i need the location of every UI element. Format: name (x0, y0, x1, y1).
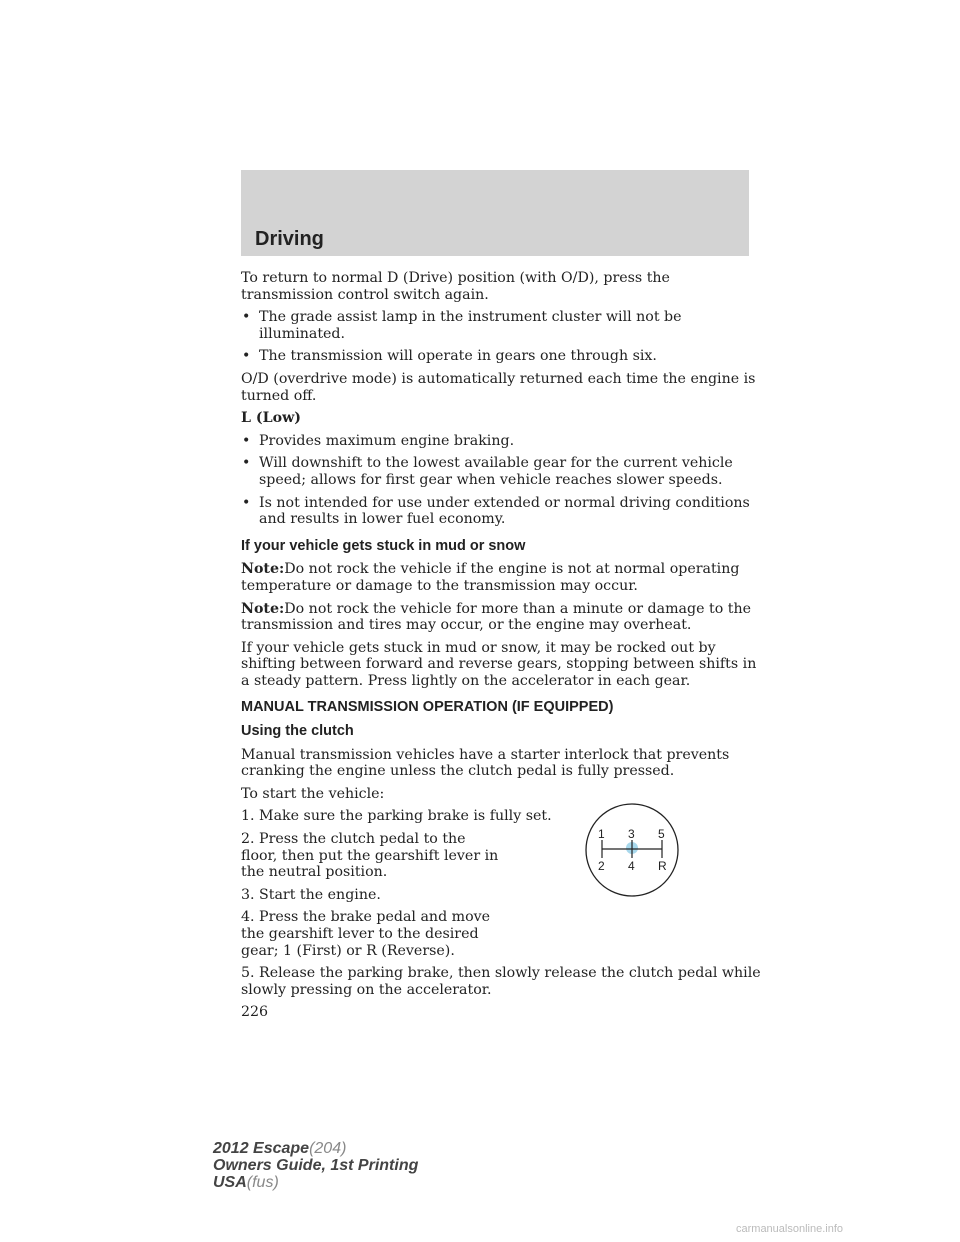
gear-label-2: 2 (598, 859, 605, 873)
bullet-text: Is not intended for use under extended or normal driving conditions and results in lower fuel economy. (259, 494, 750, 528)
gear-label-3: 3 (628, 827, 635, 841)
low-heading: L (Low) (241, 410, 301, 427)
bullet-icon: • (242, 348, 251, 365)
gear-label-5: 5 (658, 827, 665, 841)
step-3: 3. Start the engine. (241, 886, 381, 903)
note-text: Do not rock the vehicle if the engine is not at normal operating temperature or damage to the transmission may occur. (241, 561, 740, 594)
bullet-text: Provides maximum engine braking. (259, 432, 515, 449)
footer-line-1 (213, 1140, 418, 1157)
bullet-text: The transmission will operate in gears one through six. (259, 348, 657, 365)
gearshift-pattern-diagram (582, 800, 682, 900)
footer-model: 2012 Escape (213, 1140, 310, 1157)
bullet-item (241, 455, 761, 488)
bullet-item (241, 495, 761, 528)
bullet-icon: • (242, 432, 251, 449)
footer-printing: Owners Guide, 1st Printing (213, 1157, 419, 1174)
manual-transmission-heading: MANUAL TRANSMISSION OPERATION (IF EQUIPPED) (241, 699, 614, 716)
note-2 (241, 601, 761, 634)
note-label: Note: (241, 600, 285, 617)
footer-line-3 (213, 1174, 418, 1191)
paragraph-interlock: Manual transmission vehicles have a starter interlock that prevents cranking the engine unless the clutch pedal is fully pressed. (241, 746, 730, 780)
step-2: 2. Press the clutch pedal to the floor, then put the gearshift lever in the neutral position. (241, 831, 499, 881)
bullet-item (241, 433, 761, 450)
note-1 (241, 561, 761, 594)
bullet-text: The grade assist lamp in the instrument cluster will not be illuminated. (259, 309, 682, 342)
clutch-heading: Using the clutch (241, 723, 354, 740)
bullet-text: Will downshift to the lowest available gear for the current vehicle speed; allows for first gear when vehicle reaches slower speeds. (259, 455, 733, 488)
section-header-band (241, 170, 749, 256)
paragraph-rocked-out: If your vehicle gets stuck in mud or snow, it may be rocked out by shifting between forward and reverse gears, stopping between shifts in a steady pattern. Press lightly on the accelerator in each gear. (241, 639, 757, 689)
bullet-icon: • (242, 455, 251, 472)
bullet-icon: • (242, 494, 251, 511)
paragraph-to-start: To start the vehicle: (241, 785, 385, 802)
print-footer (213, 1140, 418, 1191)
bullet-item (241, 348, 761, 365)
paragraph-return-to-drive: To return to normal D (Drive) position (with O/D), press the transmission control switch again. (241, 270, 670, 303)
gear-label-1: 1 (598, 827, 605, 841)
page-number: 226 (241, 1004, 269, 1021)
paragraph-od-auto: O/D (overdrive mode) is automatically returned each time the engine is turned off. (241, 370, 756, 404)
step-1: 1. Make sure the parking brake is fully set. (241, 808, 552, 825)
footer-model-code: (204) (309, 1140, 347, 1157)
section-title: Driving (255, 228, 324, 250)
note-label: Note: (241, 561, 285, 578)
footer-market: USA (213, 1174, 247, 1191)
watermark: carmanualsonline.info (736, 1223, 844, 1235)
gear-label-4: 4 (628, 859, 635, 873)
footer-market-code: (fus) (246, 1174, 279, 1191)
footer-line-2 (213, 1157, 418, 1174)
gear-label-r: R (658, 859, 667, 873)
page-body (241, 270, 761, 1021)
bullet-icon: • (242, 309, 251, 326)
bullet-item (241, 309, 761, 342)
note-text: Do not rock the vehicle for more than a minute or damage to the transmission and tires may occur, or the engine may overheat. (241, 600, 751, 634)
step-4: 4. Press the brake pedal and move the gearshift lever to the desired gear; 1 (First) or R (Reverse). (241, 909, 491, 959)
stuck-heading: If your vehicle gets stuck in mud or snow (241, 537, 526, 554)
step-5: 5. Release the parking brake, then slowly release the clutch pedal while slowly pressing on the accelerator. (241, 965, 761, 998)
